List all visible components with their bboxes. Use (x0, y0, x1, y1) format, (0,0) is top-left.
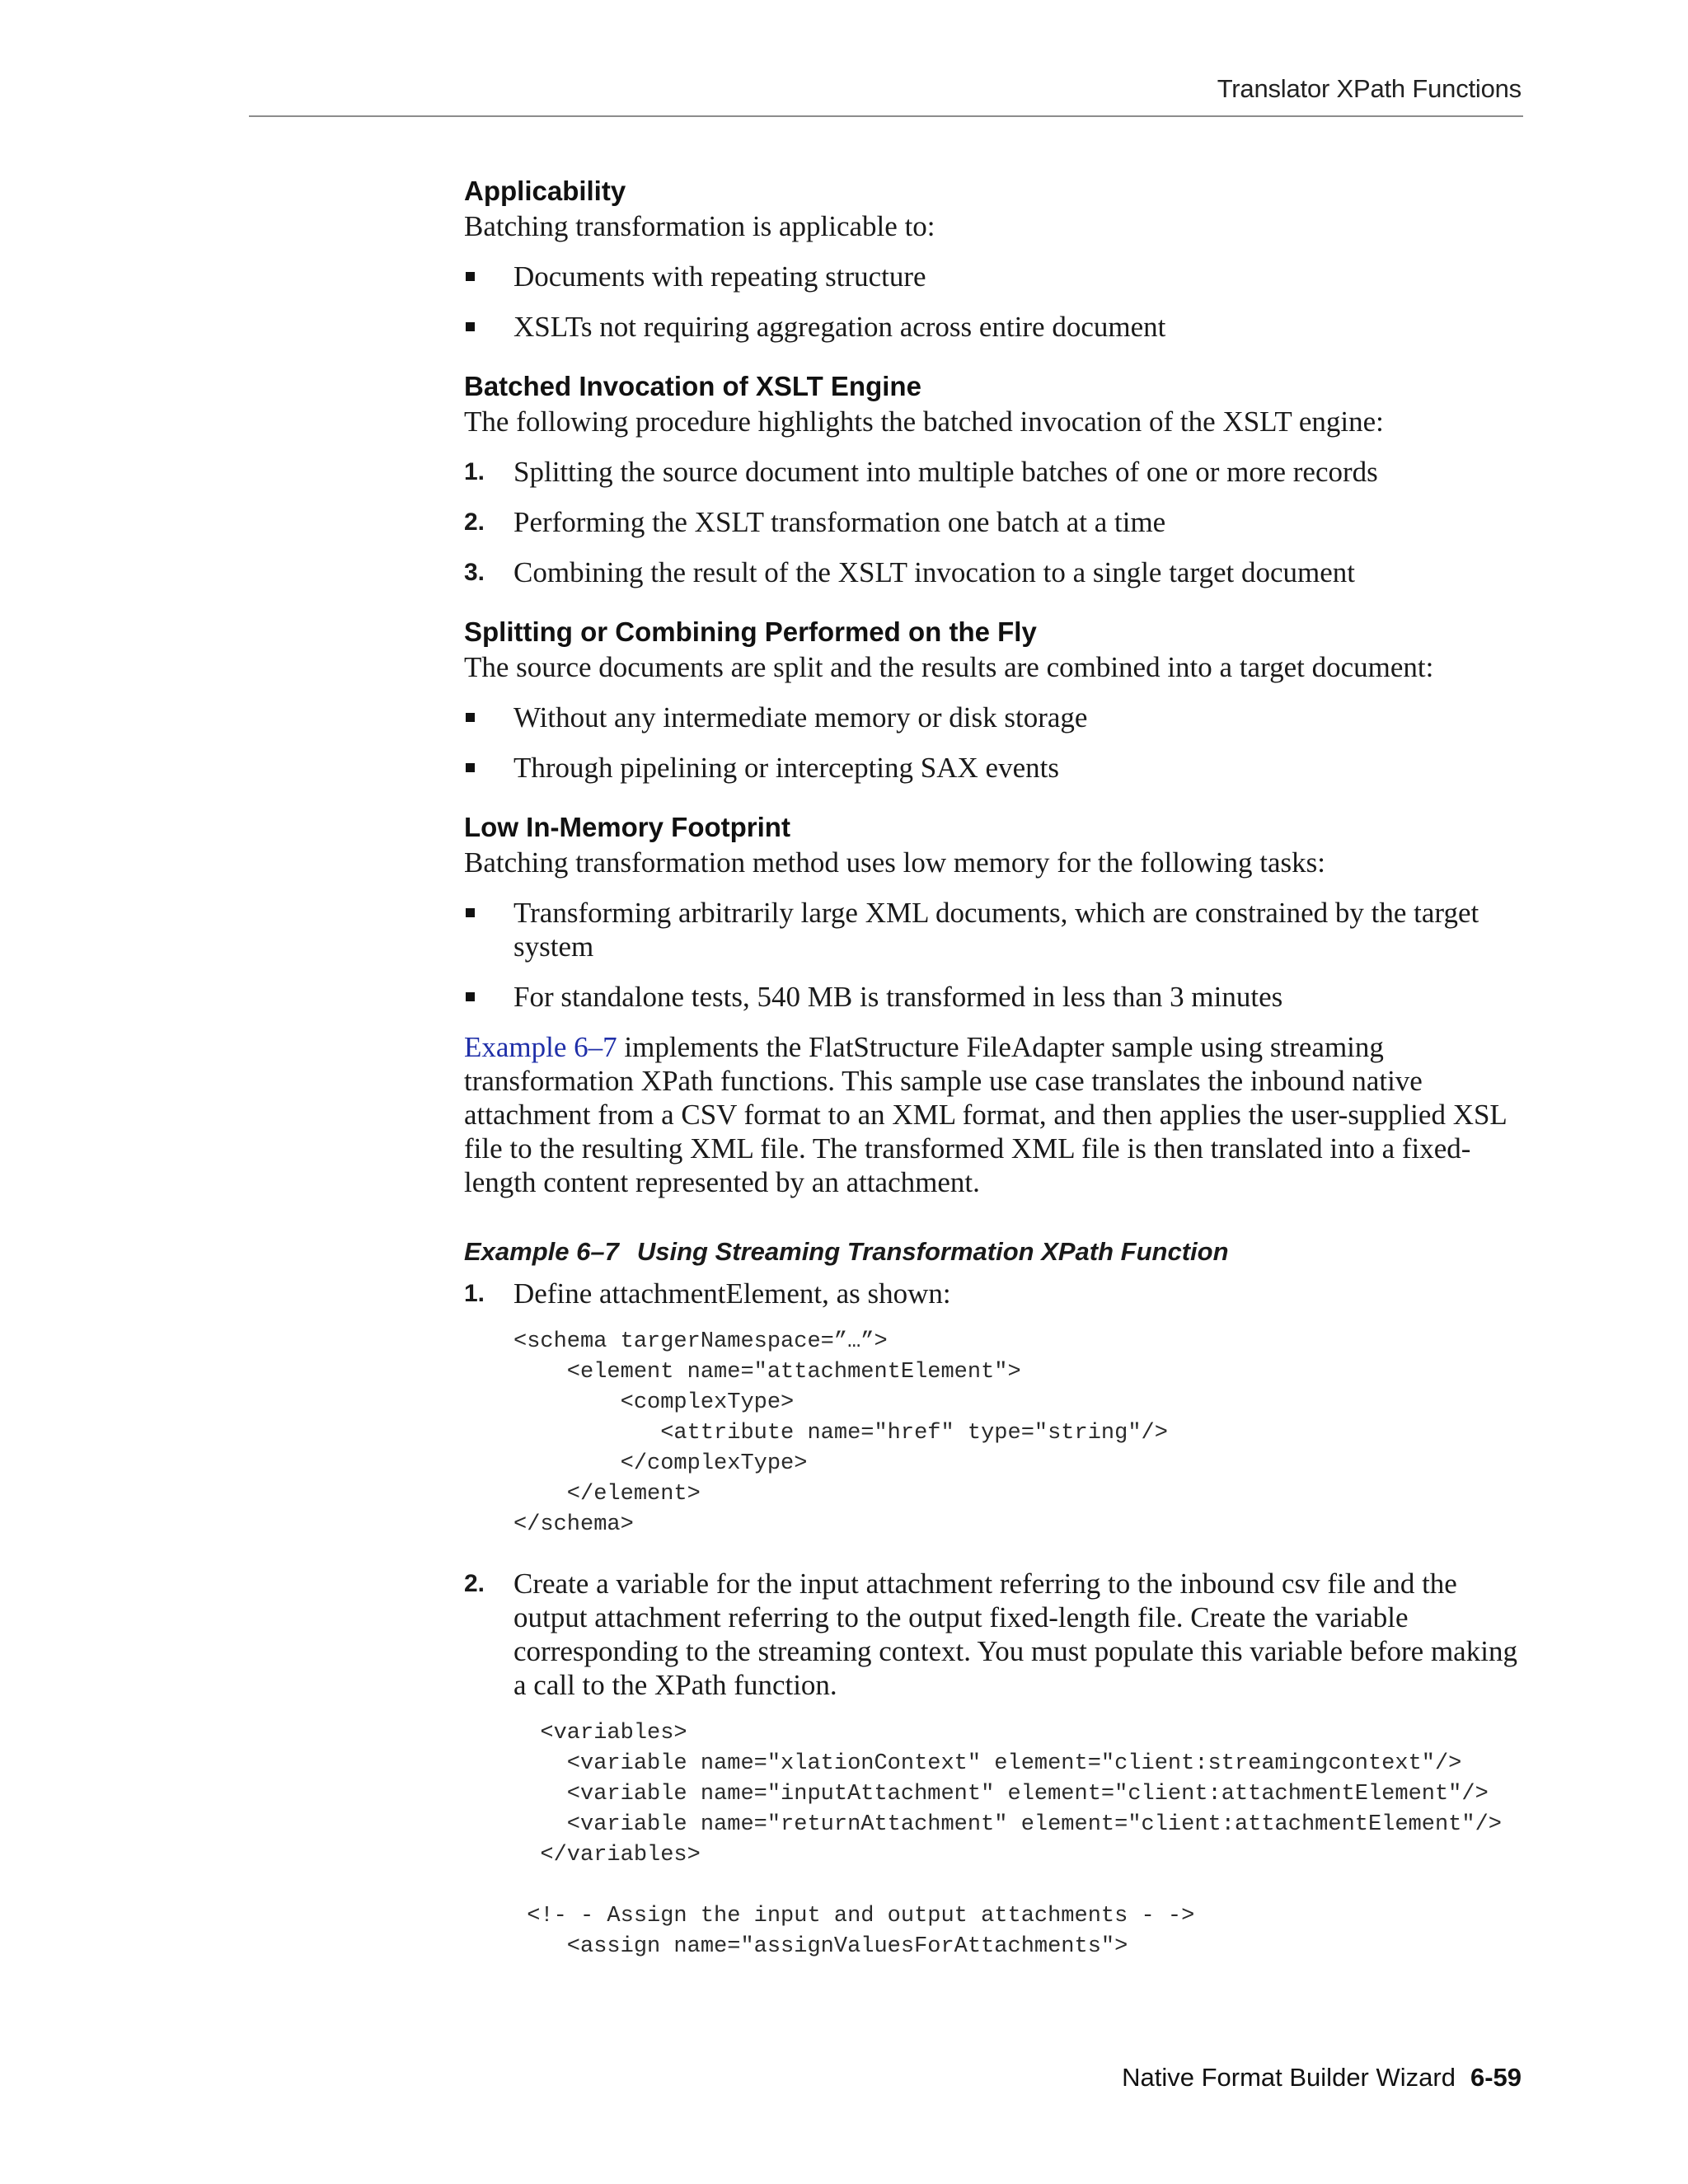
step-number: 2. (464, 1570, 485, 1597)
section-intro: Batching transformation is applicable to: (464, 210, 935, 242)
bullet-square-icon (466, 713, 475, 722)
bullet-square-icon (466, 272, 475, 281)
list-item: Documents with repeating structure (464, 260, 1527, 293)
page-footer (1122, 2063, 1522, 2093)
section-splitting (464, 614, 1527, 785)
list-item: 1. Splitting the source document into multiple batches of one or more records (464, 456, 1378, 488)
step-number: 1. (464, 1280, 485, 1307)
section-intro: The following procedure highlights the batched invocation of the XSLT engine: (464, 405, 1384, 438)
section-heading: Low In-Memory Footprint (464, 812, 790, 842)
list-item: 2. Performing the XSLT transformation one batch at a time (464, 506, 1166, 538)
bullet-list (464, 896, 1527, 1014)
bullet-square-icon (466, 322, 475, 331)
section-heading: Splitting or Combining Performed on the Fly (464, 616, 1037, 647)
step-number: 3. (464, 559, 485, 586)
example-step-2: 2. Create a variable for the input attachment referring to the inbound csv file and the output attachment referring to the output fixed-length file. Create the variable corresponding to the streaming context. You must populate this variable before making a call to the XPath function. (464, 1568, 1517, 1701)
list-item: Through pipelining or intercepting SAX events (464, 751, 1527, 785)
example-caption: Example 6–7 Using Streaming Transformation XPath Function (464, 1237, 1229, 1266)
bullet-square-icon (466, 763, 475, 772)
step-number: 1. (464, 458, 485, 485)
section-heading: Batched Invocation of XSLT Engine (464, 371, 921, 401)
bullet-list (464, 701, 1527, 785)
bullet-square-icon (466, 992, 475, 1001)
step-number: 2. (464, 509, 485, 536)
page-body (464, 173, 1527, 1962)
list-item: Without any intermediate memory or disk storage (464, 701, 1527, 734)
example-description: Example 6–7 implements the FlatStructure FileAdapter sample using streaming transformation XPath functions. This sample use case translates the inbound native attachment from a CSV format to an XML format, and then applies the user-supplied XSL file to the resulting XML file. The transformed XML file is then translated into a fixed-length content represented by an attachment. (464, 1031, 1507, 1198)
example-step-1: 1. Define attachmentElement, as shown: (464, 1277, 951, 1310)
header-divider (249, 115, 1523, 117)
section-intro: The source documents are split and the results are combined into a target document: (464, 651, 1434, 683)
section-intro: Batching transformation method uses low memory for the following tasks: (464, 846, 1325, 879)
list-item: For standalone tests, 540 MB is transformed in less than 3 minutes (464, 980, 1527, 1014)
running-header: Translator XPath Functions (1217, 74, 1522, 103)
numbered-list (464, 455, 1527, 589)
section-applicability (464, 173, 1527, 344)
example-link[interactable]: Example 6–7 (464, 1031, 617, 1063)
list-item: XSLTs not requiring aggregation across entire document (464, 310, 1527, 344)
list-item: 3. Combining the result of the XSLT invocation to a single target document (464, 556, 1356, 588)
code-block-variables: <variables> <variable name="xlationContext" element="client:streamingcontext"/> <variable name="inputAttachment" element="client:attachmentElement"/> <variable name="returnAttachment" element="client:attachmentElement"/> </variables> <!- - Assign the input and output attachments - -> <assign name="assignValuesForAttachments"> (527, 1721, 1502, 1959)
page-number: 6-59 (1470, 2063, 1522, 2092)
bullet-square-icon (466, 908, 475, 917)
footer-title: Native Format Builder Wizard (1122, 2063, 1456, 2092)
section-heading: Applicability (464, 176, 626, 206)
section-low-memory (464, 809, 1527, 1014)
list-item: Transforming arbitrarily large XML documents, which are constrained by the target system (464, 896, 1527, 963)
code-block-schema: <schema targerNamespace=”…”> <element name="attachmentElement"> <complexType> <attribute name="href" type="string"/> </complexType> </element> </schema> (513, 1329, 1168, 1537)
bullet-list (464, 260, 1527, 344)
section-batched-invocation (464, 368, 1527, 589)
